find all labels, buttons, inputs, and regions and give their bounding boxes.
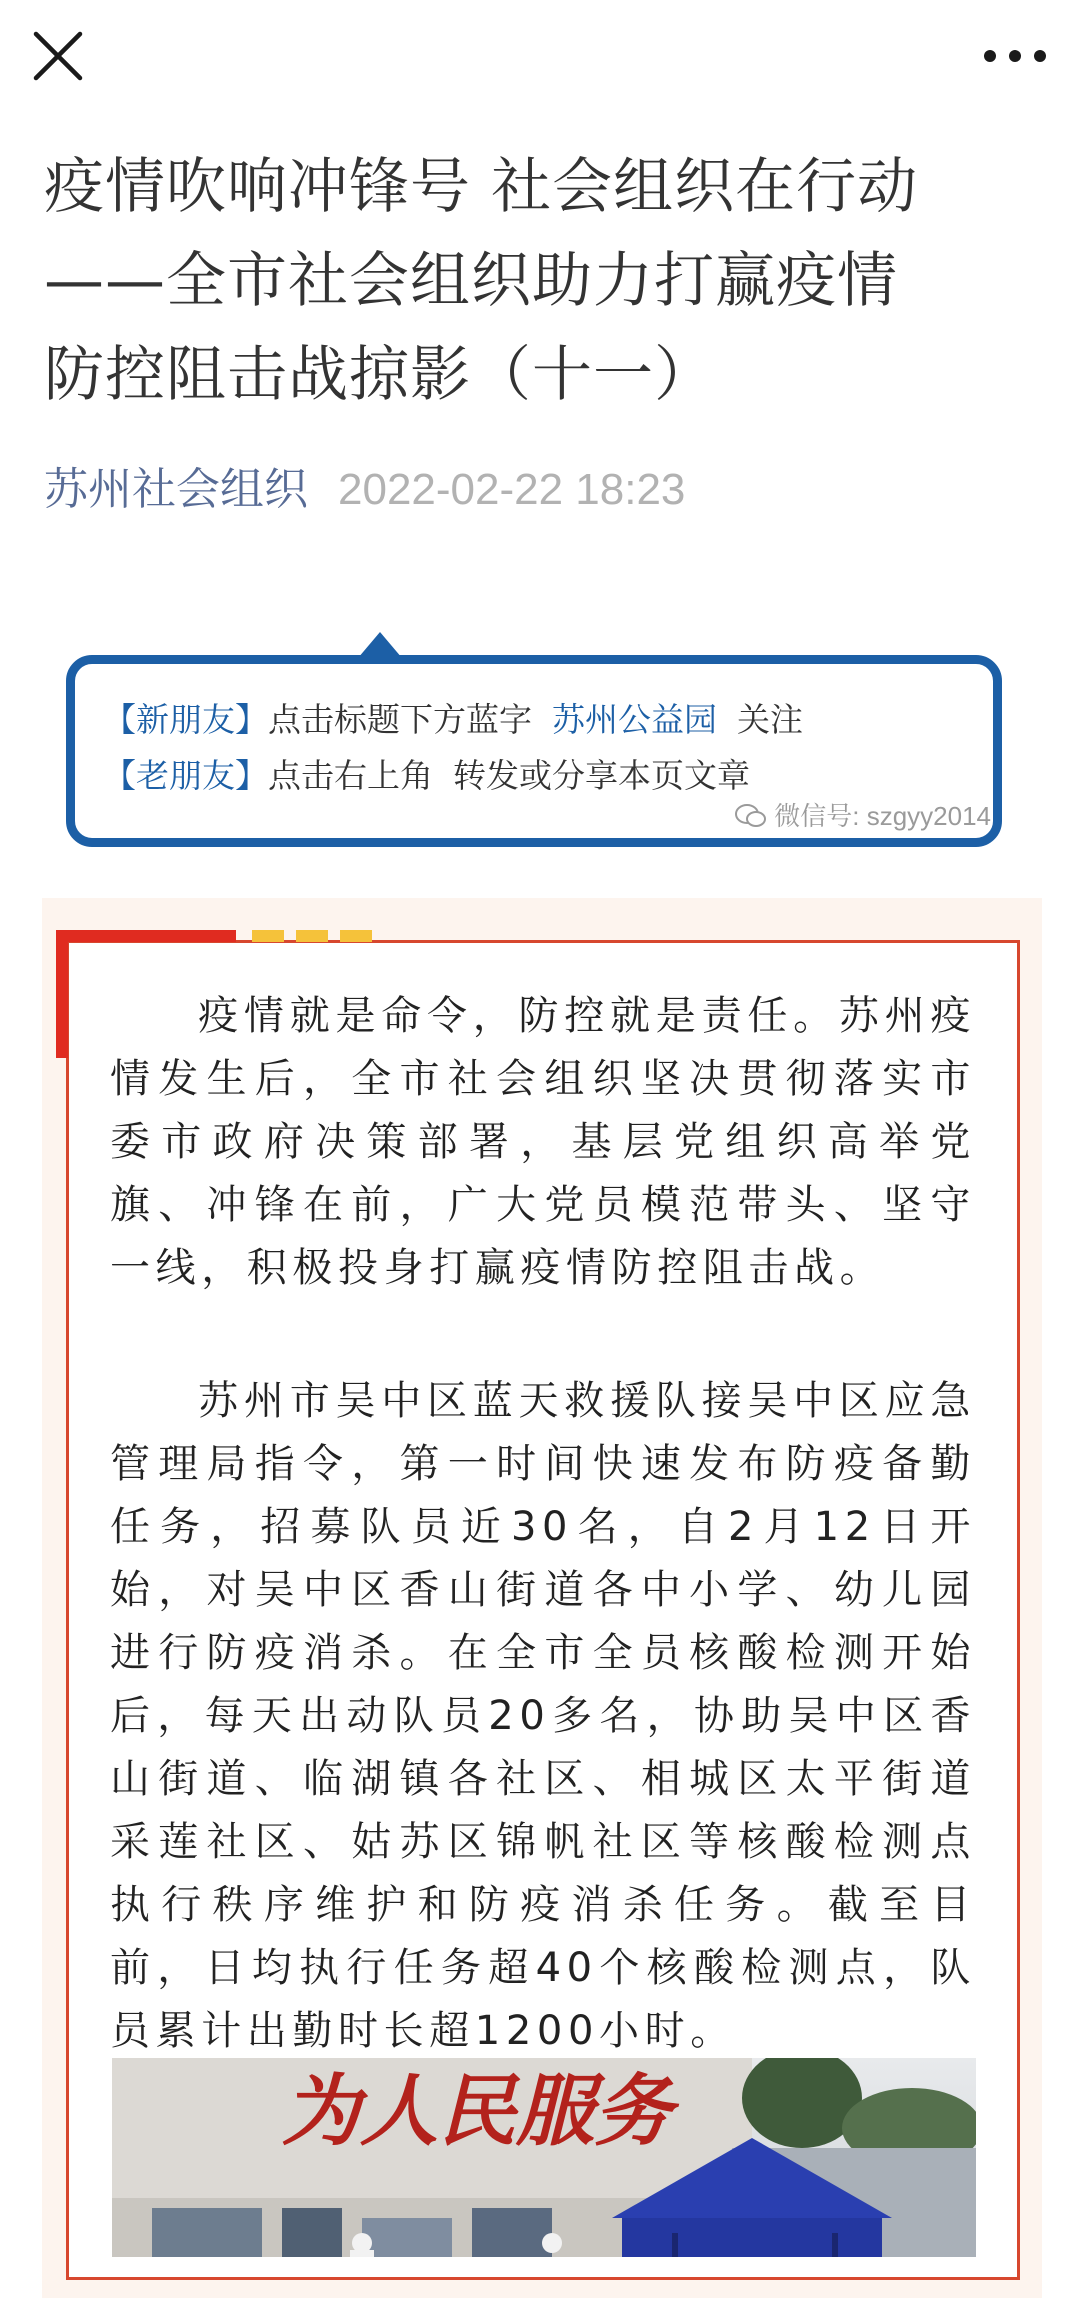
top-bar: [0, 0, 1080, 120]
article-meta: [44, 460, 685, 520]
red-corner-left: [56, 930, 68, 1058]
new-friend-tag: 【新朋友】: [103, 700, 268, 739]
follow-line-new: [103, 698, 803, 742]
yellow-dash: [252, 930, 284, 942]
title-line: 防控阻击战掠影（十一）: [44, 340, 715, 410]
old-friend-text: 点击右上角: [268, 756, 433, 795]
account-name-link[interactable]: 苏州社会组织: [44, 464, 308, 515]
account-link[interactable]: 苏州公益园: [552, 700, 717, 739]
close-icon: [30, 28, 86, 84]
share-action-text: 转发或分享本页文章: [453, 756, 750, 795]
wechat-icon: [734, 803, 768, 829]
title-line: ——全市社会组织助力打赢疫情: [44, 246, 898, 316]
wechat-id-text: 微信号: szgyy2014: [774, 801, 991, 831]
yellow-dash: [296, 930, 328, 942]
follow-card: [66, 655, 1002, 847]
title-line: 疫情吹响冲锋号 社会组织在行动: [44, 152, 919, 222]
wechat-id-watermark: [734, 798, 991, 834]
publish-time: 2022-02-22 18:23: [338, 465, 686, 514]
more-dots-icon: [980, 28, 1050, 84]
paragraph-text: 苏州市吴中区蓝天救援队接吴中区应急管理局指令，第一时间快速发布防疫备勤任务，招募队员近30名，自2月12日开始，对吴中区香山街道各中小学、幼儿园进行防疫消杀。在全市全员核酸检测开始后，每天出动队员20多名，协助吴中区香山街道、临湖镇各社区、相城区太平街道采莲社区、姑苏区锦帆社区等核酸检测点执行秩序维护和防疫消杀任务。截至目前，日均执行任务超40个核酸检测点，队员累计出勤时长超1200小时。: [110, 1378, 976, 2054]
article-title: [44, 140, 1044, 422]
more-button[interactable]: [980, 28, 1050, 84]
yellow-dash: [340, 930, 372, 942]
new-friend-text: 点击标题下方蓝字: [268, 700, 532, 739]
paragraph: [110, 1370, 976, 2063]
old-friend-tag: 【老朋友】: [103, 756, 268, 795]
paragraph-text: 疫情就是命令，防控就是责任。苏州疫情发生后，全市社会组织坚决贯彻落实市委市政府决策部署，基层党组织高举党旗、冲锋在前，广大党员模范带头、坚守一线，积极投身打赢疫情防控阻击战。: [110, 993, 976, 1291]
red-corner-top: [56, 930, 236, 942]
photo-sign-text: 为人民服务: [282, 2066, 673, 2157]
follow-action-text: 关注: [737, 700, 803, 739]
paragraph: [110, 985, 976, 1300]
photo-illustration: [112, 2058, 976, 2257]
follow-line-old: [103, 754, 750, 798]
close-button[interactable]: [30, 28, 86, 84]
article-photo[interactable]: [112, 2058, 976, 2257]
